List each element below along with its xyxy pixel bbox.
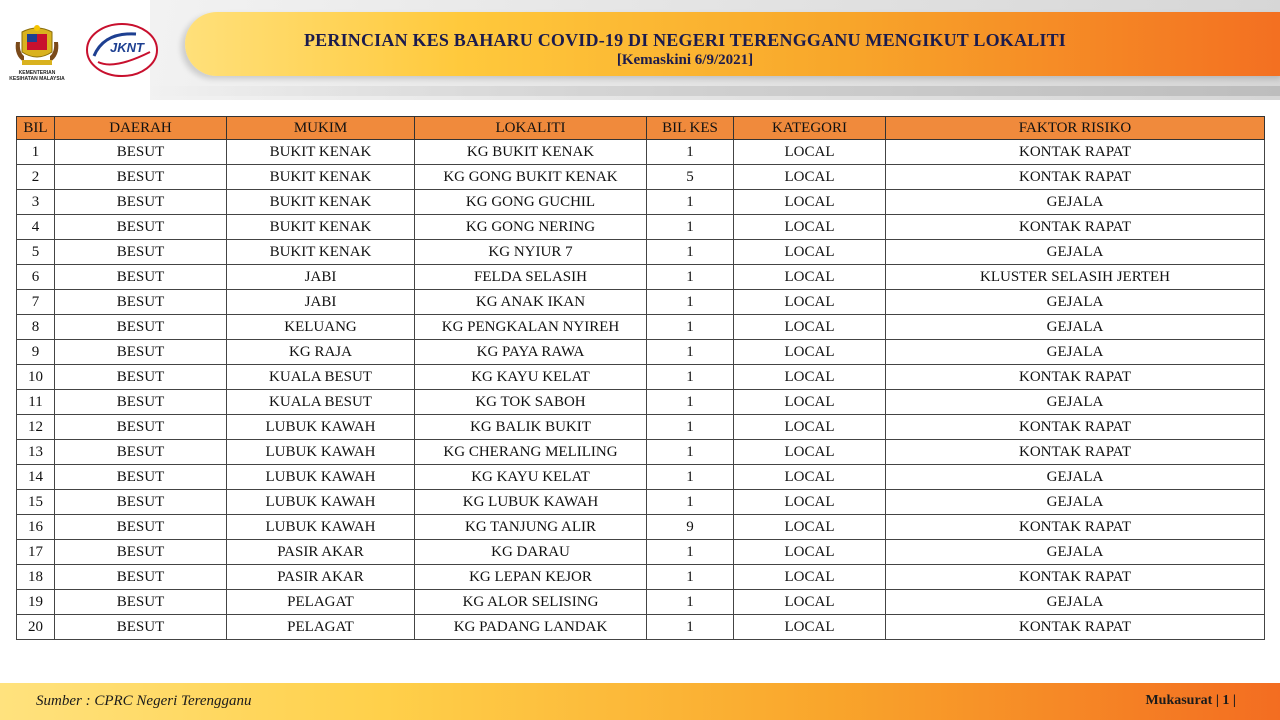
cell-faktor-risiko: GEJALA <box>886 540 1265 565</box>
cell-mukim: KUALA BESUT <box>227 365 415 390</box>
cell-daerah: BESUT <box>55 265 227 290</box>
cell-kategori: LOCAL <box>734 415 886 440</box>
cell-faktor-risiko: KONTAK RAPAT <box>886 165 1265 190</box>
table-row <box>17 565 1265 590</box>
cell-lokaliti: KG PADANG LANDAK <box>415 615 647 640</box>
cell-lokaliti: KG NYIUR 7 <box>415 240 647 265</box>
cell-lokaliti: KG TANJUNG ALIR <box>415 515 647 540</box>
cell-bil: 2 <box>17 165 55 190</box>
table-row <box>17 215 1265 240</box>
cell-kategori: LOCAL <box>734 615 886 640</box>
cell-faktor-risiko: KONTAK RAPAT <box>886 515 1265 540</box>
cell-mukim: LUBUK KAWAH <box>227 440 415 465</box>
cell-kategori: LOCAL <box>734 165 886 190</box>
cell-daerah: BESUT <box>55 390 227 415</box>
cell-bil: 8 <box>17 315 55 340</box>
cell-daerah: BESUT <box>55 565 227 590</box>
cell-bil: 17 <box>17 540 55 565</box>
cell-mukim: PASIR AKAR <box>227 565 415 590</box>
cases-table-container <box>16 116 1264 640</box>
page-header <box>0 0 1280 100</box>
cell-daerah: BESUT <box>55 365 227 390</box>
column-header-kategori: KATEGORI <box>734 117 886 140</box>
cell-mukim: LUBUK KAWAH <box>227 415 415 440</box>
table-row <box>17 140 1265 165</box>
cell-kategori: LOCAL <box>734 490 886 515</box>
cell-faktor-risiko: GEJALA <box>886 315 1265 340</box>
cell-faktor-risiko: KONTAK RAPAT <box>886 365 1265 390</box>
cell-bil-kes: 1 <box>647 615 734 640</box>
cell-mukim: BUKIT KENAK <box>227 215 415 240</box>
cell-bil: 15 <box>17 490 55 515</box>
cell-bil-kes: 1 <box>647 240 734 265</box>
cell-kategori: LOCAL <box>734 240 886 265</box>
cell-bil-kes: 9 <box>647 515 734 540</box>
cell-bil-kes: 1 <box>647 540 734 565</box>
cell-bil: 6 <box>17 265 55 290</box>
table-body <box>17 140 1265 640</box>
cell-faktor-risiko: GEJALA <box>886 340 1265 365</box>
cell-bil: 13 <box>17 440 55 465</box>
cell-lokaliti: KG TOK SABOH <box>415 390 647 415</box>
table-row <box>17 590 1265 615</box>
cell-daerah: BESUT <box>55 515 227 540</box>
cell-lokaliti: KG ANAK IKAN <box>415 290 647 315</box>
cell-faktor-risiko: KONTAK RAPAT <box>886 215 1265 240</box>
cell-faktor-risiko: GEJALA <box>886 190 1265 215</box>
cell-faktor-risiko: GEJALA <box>886 465 1265 490</box>
cell-mukim: KUALA BESUT <box>227 390 415 415</box>
cell-kategori: LOCAL <box>734 590 886 615</box>
cell-kategori: LOCAL <box>734 565 886 590</box>
cell-bil: 11 <box>17 390 55 415</box>
cell-bil-kes: 1 <box>647 140 734 165</box>
table-row <box>17 515 1265 540</box>
table-row <box>17 465 1265 490</box>
cell-kategori: LOCAL <box>734 290 886 315</box>
cell-kategori: LOCAL <box>734 390 886 415</box>
column-header-lokaliti: LOKALITI <box>415 117 647 140</box>
cell-lokaliti: KG GONG NERING <box>415 215 647 240</box>
cell-kategori: LOCAL <box>734 440 886 465</box>
cell-kategori: LOCAL <box>734 215 886 240</box>
cell-lokaliti: KG PAYA RAWA <box>415 340 647 365</box>
table-row <box>17 440 1265 465</box>
cell-bil: 5 <box>17 240 55 265</box>
cell-lokaliti: KG LUBUK KAWAH <box>415 490 647 515</box>
cell-bil-kes: 1 <box>647 290 734 315</box>
cell-daerah: BESUT <box>55 340 227 365</box>
cell-lokaliti: KG BUKIT KENAK <box>415 140 647 165</box>
cell-bil: 12 <box>17 415 55 440</box>
cell-kategori: LOCAL <box>734 340 886 365</box>
cell-mukim: PELAGAT <box>227 615 415 640</box>
cell-lokaliti: KG GONG BUKIT KENAK <box>415 165 647 190</box>
cell-daerah: BESUT <box>55 440 227 465</box>
cell-daerah: BESUT <box>55 465 227 490</box>
cell-daerah: BESUT <box>55 315 227 340</box>
cell-lokaliti: KG KAYU KELAT <box>415 365 647 390</box>
cell-bil: 3 <box>17 190 55 215</box>
cell-faktor-risiko: GEJALA <box>886 490 1265 515</box>
column-header-daerah: DAERAH <box>55 117 227 140</box>
cell-kategori: LOCAL <box>734 365 886 390</box>
jknt-logo <box>84 22 160 78</box>
cell-bil-kes: 1 <box>647 340 734 365</box>
cell-mukim: BUKIT KENAK <box>227 190 415 215</box>
cell-faktor-risiko: GEJALA <box>886 390 1265 415</box>
svg-text:JKNT: JKNT <box>110 40 144 55</box>
column-header-bil-kes: BIL KES <box>647 117 734 140</box>
cell-faktor-risiko: KONTAK RAPAT <box>886 415 1265 440</box>
cell-daerah: BESUT <box>55 490 227 515</box>
cell-mukim: LUBUK KAWAH <box>227 490 415 515</box>
cell-bil-kes: 1 <box>647 490 734 515</box>
cell-bil: 19 <box>17 590 55 615</box>
cell-kategori: LOCAL <box>734 190 886 215</box>
table-row <box>17 240 1265 265</box>
cell-faktor-risiko: KONTAK RAPAT <box>886 440 1265 465</box>
cell-lokaliti: KG CHERANG MELILING <box>415 440 647 465</box>
cell-bil: 9 <box>17 340 55 365</box>
cell-mukim: LUBUK KAWAH <box>227 465 415 490</box>
cell-bil-kes: 1 <box>647 440 734 465</box>
cell-daerah: BESUT <box>55 165 227 190</box>
cell-bil-kes: 5 <box>647 165 734 190</box>
table-row <box>17 615 1265 640</box>
cell-faktor-risiko: KONTAK RAPAT <box>886 140 1265 165</box>
cell-mukim: JABI <box>227 265 415 290</box>
cases-table <box>16 116 1265 640</box>
cell-daerah: BESUT <box>55 615 227 640</box>
cell-mukim: LUBUK KAWAH <box>227 515 415 540</box>
cell-daerah: BESUT <box>55 215 227 240</box>
table-row <box>17 415 1265 440</box>
cell-daerah: BESUT <box>55 140 227 165</box>
page-title: PERINCIAN KES BAHARU COVID-19 DI NEGERI TERENGGANU MENGIKUT LOKALITI <box>303 30 1067 50</box>
cell-bil: 10 <box>17 365 55 390</box>
cell-bil: 14 <box>17 465 55 490</box>
table-row <box>17 190 1265 215</box>
source-note: Sumber : CPRC Negeri Terengganu <box>36 693 252 709</box>
table-row <box>17 540 1265 565</box>
table-row <box>17 165 1265 190</box>
cell-lokaliti: KG LEPAN KEJOR <box>415 565 647 590</box>
cell-bil: 4 <box>17 215 55 240</box>
cell-kategori: LOCAL <box>734 515 886 540</box>
column-header-mukim: MUKIM <box>227 117 415 140</box>
cell-lokaliti: KG KAYU KELAT <box>415 465 647 490</box>
cell-bil-kes: 1 <box>647 415 734 440</box>
cell-faktor-risiko: KLUSTER SELASIH JERTEH <box>886 265 1265 290</box>
cell-daerah: BESUT <box>55 240 227 265</box>
column-header-faktor-risiko: FAKTOR RISIKO <box>886 117 1265 140</box>
cell-daerah: BESUT <box>55 590 227 615</box>
cell-bil-kes: 1 <box>647 365 734 390</box>
table-row <box>17 340 1265 365</box>
table-row <box>17 390 1265 415</box>
cell-mukim: PELAGAT <box>227 590 415 615</box>
cell-mukim: KG RAJA <box>227 340 415 365</box>
cell-bil-kes: 1 <box>647 215 734 240</box>
table-row <box>17 290 1265 315</box>
cell-lokaliti: KG GONG GUCHIL <box>415 190 647 215</box>
page-number: Mukasurat | 1 | <box>1145 693 1236 708</box>
column-header-bil: BIL <box>17 117 55 140</box>
cell-faktor-risiko: KONTAK RAPAT <box>886 615 1265 640</box>
table-row <box>17 265 1265 290</box>
cell-daerah: BESUT <box>55 415 227 440</box>
cell-lokaliti: KG ALOR SELISING <box>415 590 647 615</box>
cell-bil-kes: 1 <box>647 590 734 615</box>
cell-daerah: BESUT <box>55 540 227 565</box>
cell-kategori: LOCAL <box>734 540 886 565</box>
table-row <box>17 365 1265 390</box>
cell-mukim: JABI <box>227 290 415 315</box>
page-footer <box>0 683 1280 720</box>
cell-lokaliti: FELDA SELASIH <box>415 265 647 290</box>
cell-lokaliti: KG DARAU <box>415 540 647 565</box>
cell-bil-kes: 1 <box>647 190 734 215</box>
cell-bil: 7 <box>17 290 55 315</box>
cell-lokaliti: KG BALIK BUKIT <box>415 415 647 440</box>
cell-daerah: BESUT <box>55 290 227 315</box>
kkm-logo-text: KEMENTERIAN KESIHATAN MALAYSIA <box>9 70 65 82</box>
cell-kategori: LOCAL <box>734 265 886 290</box>
cell-faktor-risiko: KONTAK RAPAT <box>886 565 1265 590</box>
cell-kategori: LOCAL <box>734 140 886 165</box>
cell-mukim: PASIR AKAR <box>227 540 415 565</box>
cell-mukim: KELUANG <box>227 315 415 340</box>
cell-bil-kes: 1 <box>647 315 734 340</box>
table-row <box>17 315 1265 340</box>
cell-bil: 18 <box>17 565 55 590</box>
cell-bil-kes: 1 <box>647 265 734 290</box>
cell-bil: 20 <box>17 615 55 640</box>
cell-lokaliti: KG PENGKALAN NYIREH <box>415 315 647 340</box>
cell-daerah: BESUT <box>55 190 227 215</box>
cell-kategori: LOCAL <box>734 315 886 340</box>
page-subtitle: [Kemaskini 6/9/2021] <box>616 52 754 68</box>
table-row <box>17 490 1265 515</box>
cell-kategori: LOCAL <box>734 465 886 490</box>
cell-bil: 1 <box>17 140 55 165</box>
cell-faktor-risiko: GEJALA <box>886 590 1265 615</box>
cell-bil-kes: 1 <box>647 465 734 490</box>
cell-bil: 16 <box>17 515 55 540</box>
cell-faktor-risiko: GEJALA <box>886 290 1265 315</box>
cell-mukim: BUKIT KENAK <box>227 240 415 265</box>
cell-mukim: BUKIT KENAK <box>227 140 415 165</box>
cell-bil-kes: 1 <box>647 565 734 590</box>
cell-bil-kes: 1 <box>647 390 734 415</box>
cell-mukim: BUKIT KENAK <box>227 165 415 190</box>
cell-faktor-risiko: GEJALA <box>886 240 1265 265</box>
table-header-row <box>17 117 1265 140</box>
